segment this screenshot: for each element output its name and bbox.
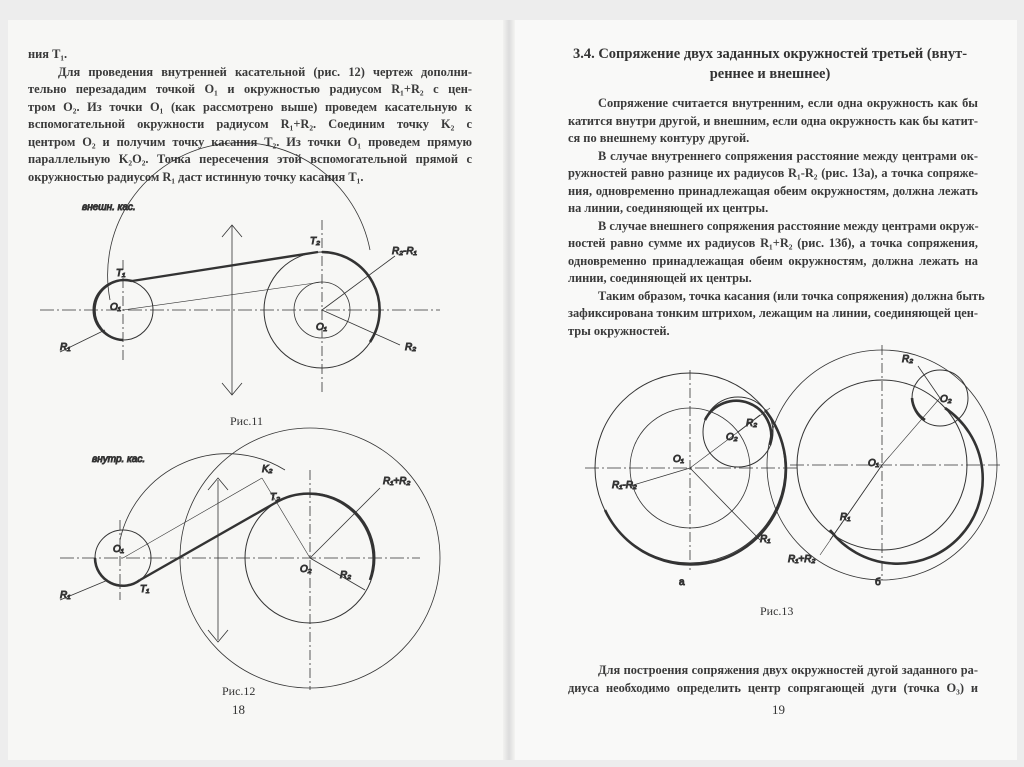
label-r2: R₂ [746, 418, 758, 429]
text-line: тельно перезададим точкой O₁ и окружностью радиусом R₁+R₂ с цен- [28, 82, 472, 96]
text-line: вспомогательной окружности радиусом R₁+R₂. Соединим точку K₂ с [28, 117, 472, 131]
text-line: одновременно принадлежащая обеим окружностям, должна лежать на [568, 253, 978, 268]
text-line: катится внутри другой, и внешним, если одна окружность как бы катит- [568, 113, 978, 128]
label-b: б [875, 577, 881, 588]
text-line: на линии, соединяющей их центры. [568, 201, 769, 215]
label-r1: R₁ [840, 512, 851, 523]
text-line: Сопряжение считается внутренним, если одна окружность как бы [598, 96, 978, 110]
text-line: окружностью радиусом R₁ даст истинную точку касания T₁. [28, 169, 364, 184]
title-line: реннее и внешнее) [709, 66, 831, 82]
label-o2: O₂ [726, 432, 738, 443]
text-line: Для проведения внутренней касательной (рис. 12) чертеж дополни- [58, 64, 472, 79]
figure-11 [40, 143, 440, 395]
text-line: В случае внутреннего сопряжения расстояние между центрами ок- [598, 148, 978, 163]
label-r1-r2: R₁-R₂ [612, 480, 637, 491]
figure-caption-11: Рис.11 [230, 414, 263, 428]
text-line: линии, соединяющей их центры. [568, 271, 752, 285]
label-r2: R₂ [405, 342, 417, 353]
text-line: ружностей равно разнице их радиусов R₁-R₂ (рис. 13а), а точка сопряже- [568, 166, 978, 180]
label-r1: R₁ [60, 590, 71, 601]
label-o1: O₁ [113, 544, 124, 555]
text-line: ся по внешнему контуру другой. [568, 131, 750, 145]
text-line: ния T₁. [28, 47, 68, 61]
label-r2: R₂ [902, 354, 914, 365]
page-number-left: 18 [232, 702, 245, 717]
text-line: тры окружностей. [568, 323, 670, 338]
page-number-right: 19 [772, 702, 785, 717]
label-o1: O₁ [110, 302, 121, 313]
label-o2: O₂ [940, 394, 952, 405]
label-o2: O₁ [316, 322, 327, 333]
text-line: Для построения сопряжения двух окружностей дугой заданного ра- [598, 663, 978, 677]
label-r2-r1: R₂-R₁ [392, 246, 417, 257]
label-t2: T₂ [270, 492, 280, 503]
label-r1-r2: R₁+R₂ [383, 476, 411, 487]
label-r1: R₁ [60, 342, 71, 353]
label-a: а [679, 577, 685, 588]
label-o1: O₁ [673, 454, 684, 465]
label-t2: T₂ [310, 236, 320, 247]
handwritten-note: внутр. кас. [92, 454, 146, 465]
text-line: центром O₂ и получим точку касания T₂. Из точки O₁ проведем прямую [28, 134, 472, 149]
label-k2: K₂ [262, 464, 273, 475]
text-line: параллельную K₂O₂. Точка пересечения этой вспомогательной прямой с [28, 152, 472, 166]
label-t1: T₁ [140, 584, 150, 595]
label-o2: O₂ [300, 564, 312, 575]
handwritten-note: внешн. кас. [82, 202, 136, 213]
label-r1-r2: R₁+R₂ [788, 554, 816, 565]
label-t1: T₁ [116, 268, 126, 279]
title-line: 3.4. Сопряжение двух заданных окружностей третьей (внут- [572, 46, 968, 62]
figure-12 [60, 428, 440, 690]
label-r2: R₂ [340, 570, 352, 581]
text-line: В случае внешнего сопряжения расстояние между центрами окруж- [598, 218, 979, 233]
label-r1: R₁ [760, 534, 771, 545]
figure-caption-13: Рис.13 [760, 604, 794, 618]
label-o1: O₁ [868, 458, 879, 469]
figure-caption-12: Рис.12 [222, 684, 256, 698]
text-line: ния, одновременно принадлежащая обеим окружностям, должна лежать [568, 183, 978, 198]
text-line: ностей равно сумме их радиусов R₁+R₂ (рис. 13б), а точка сопряжения, [568, 236, 978, 250]
text-line: Таким образом, точка касания (или точка сопряжения) должна быть [598, 288, 985, 303]
text-line: тром O₂. Из точки O₁ (как рассмотрено выше) проведем касательную к [28, 99, 472, 114]
figure-13b [767, 345, 1000, 588]
text-line: зафиксирована тонким штрихом, лежащим на линии, соединяющей цен- [568, 306, 978, 320]
text-line: диуса необходимо определить центр сопрягающей дуги (точка O₃) и [568, 680, 978, 695]
